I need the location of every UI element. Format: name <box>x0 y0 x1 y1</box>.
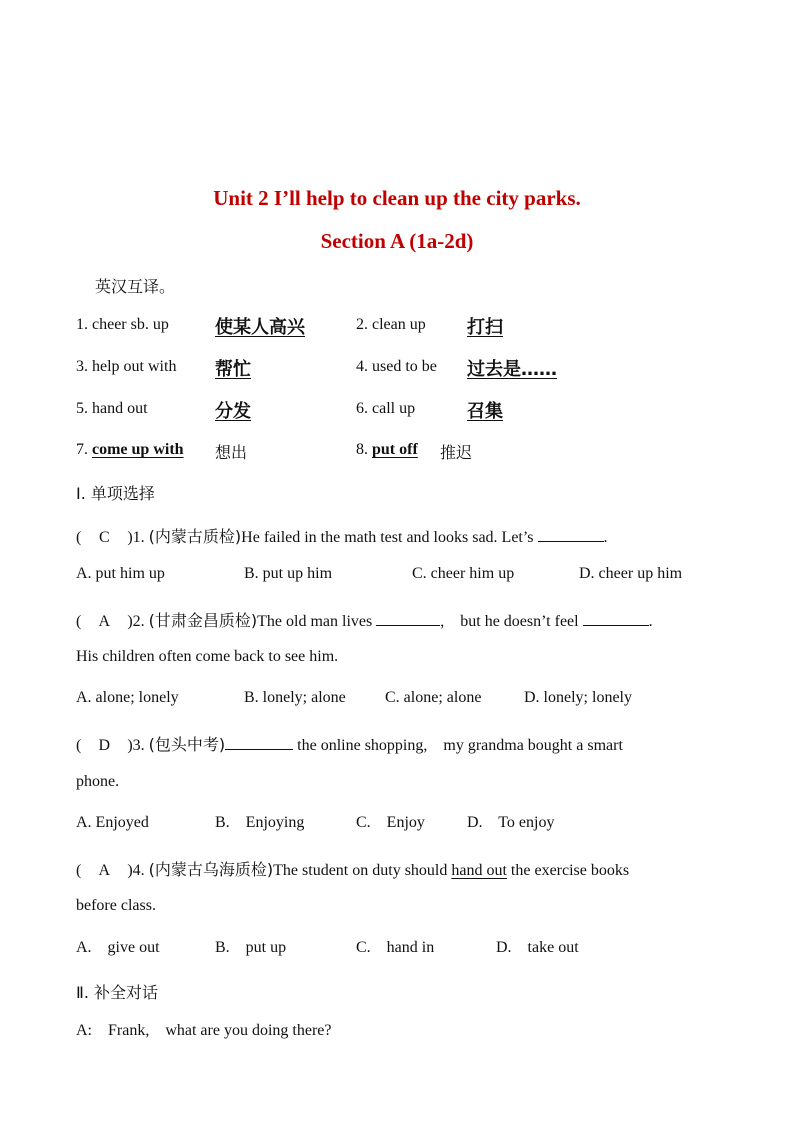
vocab-row-7 <box>76 441 184 459</box>
vocab-answer-4: 过去是…… <box>467 359 557 380</box>
page-subtitle: Section A (1a-2d) <box>320 229 474 253</box>
question-2-source: (甘肃金昌质检) <box>148 611 258 630</box>
page-title: Unit 2 I’ll help to clean up the city parks. <box>213 186 581 210</box>
question-1-option-b: B. put up him <box>244 565 333 582</box>
vocab-num-8: 8. <box>356 441 368 458</box>
question-2-stem-b: , but he doesn’t feel <box>440 613 579 630</box>
vocab-prompt-4: 4. used to be <box>356 358 437 375</box>
question-2-end: . <box>648 613 653 630</box>
question-1-number: )1. <box>127 529 145 546</box>
question-2-answer: A <box>98 613 111 630</box>
question-4: ( A )4. (内蒙古乌海质检)The student on duty should hand out the exercise books <box>76 860 630 879</box>
question-3-option-c: C. Enjoy <box>356 814 425 831</box>
vocab-heading: 英汉互译。 <box>95 277 176 296</box>
question-4-source: (内蒙古乌海质检) <box>148 860 274 879</box>
question-3-source: (包头中考) <box>148 735 226 754</box>
vocab-answer-1: 使某人高兴 <box>215 317 305 338</box>
question-1-option-d: D. cheer up him <box>579 565 683 582</box>
vocab-prompt-6: 6. call up <box>356 400 416 417</box>
question-1-end: . <box>603 529 608 546</box>
vocab-answer-5: 分发 <box>215 401 251 422</box>
question-4-number: )4. <box>127 862 145 879</box>
question-2-blank-2 <box>583 611 649 626</box>
question-2-line2: His children often come back to see him. <box>76 648 339 665</box>
section1-heading: Ⅰ. 单项选择 <box>76 484 155 503</box>
question-1-source: (内蒙古质检) <box>148 527 242 546</box>
question-4-option-a: A. give out <box>76 939 160 956</box>
vocab-prompt-5: 5. hand out <box>76 400 148 417</box>
question-1-answer: C <box>98 529 110 546</box>
question-2-option-a: A. alone; lonely <box>76 689 179 706</box>
vocab-answer-3: 帮忙 <box>215 359 251 380</box>
vocab-prompt-7: 想出 <box>215 443 248 462</box>
question-3-blank <box>225 735 293 750</box>
question-4-underlined: hand out <box>451 862 507 879</box>
question-3-option-b: B. Enjoying <box>215 814 305 831</box>
question-4-stem-a: The student on duty should <box>273 862 448 879</box>
question-2-number: )2. <box>127 613 145 630</box>
section2-heading: Ⅱ. 补全对话 <box>76 983 159 1002</box>
vocab-answer-2: 打扫 <box>467 317 503 338</box>
question-1-blank <box>538 527 604 542</box>
question-3-number: )3. <box>127 737 145 754</box>
question-4-option-d: D. take out <box>496 939 579 956</box>
question-3-stem: the online shopping, my grandma bought a smart <box>297 737 623 754</box>
question-2-stem-a: The old man lives <box>257 613 373 630</box>
question-3-option-a: A. Enjoyed <box>76 814 149 831</box>
question-1-option-a: A. put him up <box>76 565 165 582</box>
question-3-line2: phone. <box>76 773 120 790</box>
question-3-answer: D <box>98 737 111 754</box>
question-4-stem-b: the exercise books <box>510 862 630 879</box>
dialogue-line-1: A: Frank, what are you doing there? <box>76 1022 332 1039</box>
question-3-option-d: D. To enjoy <box>467 814 555 831</box>
vocab-prompt-1: 1. cheer sb. up <box>76 316 169 333</box>
question-4-option-c: C. hand in <box>356 939 435 956</box>
vocab-answer-6: 召集 <box>467 401 503 422</box>
vocab-answer-8: put off <box>372 441 418 458</box>
vocab-row-8 <box>356 441 418 459</box>
question-2-option-b: B. lonely; alone <box>244 689 346 706</box>
vocab-prompt-3: 3. help out with <box>76 358 177 375</box>
question-1-option-c: C. cheer him up <box>412 565 515 582</box>
question-2-option-c: C. alone; alone <box>385 689 482 706</box>
question-4-answer: A <box>98 862 111 879</box>
question-4-option-b: B. put up <box>215 939 287 956</box>
question-2-option-d: D. lonely; lonely <box>524 689 632 706</box>
vocab-answer-7: come up with <box>92 441 184 458</box>
vocab-prompt-8: 推迟 <box>440 443 473 462</box>
question-3: ( D )3. (包头中考) the online shopping, my grandma bought a smart <box>76 735 623 754</box>
question-1-stem: He failed in the math test and looks sad. Let’s <box>241 529 534 546</box>
question-4-line2: before class. <box>76 897 156 914</box>
vocab-prompt-2: 2. clean up <box>356 316 426 333</box>
question-1: ( C )1. (内蒙古质检)He failed in the math test and looks sad. Let’s . <box>76 527 608 546</box>
question-2: ( A )2. (甘肃金昌质检)The old man lives , but he doesn’t feel . <box>76 611 653 630</box>
question-2-blank-1 <box>376 611 440 626</box>
vocab-num-7: 7. <box>76 441 88 458</box>
